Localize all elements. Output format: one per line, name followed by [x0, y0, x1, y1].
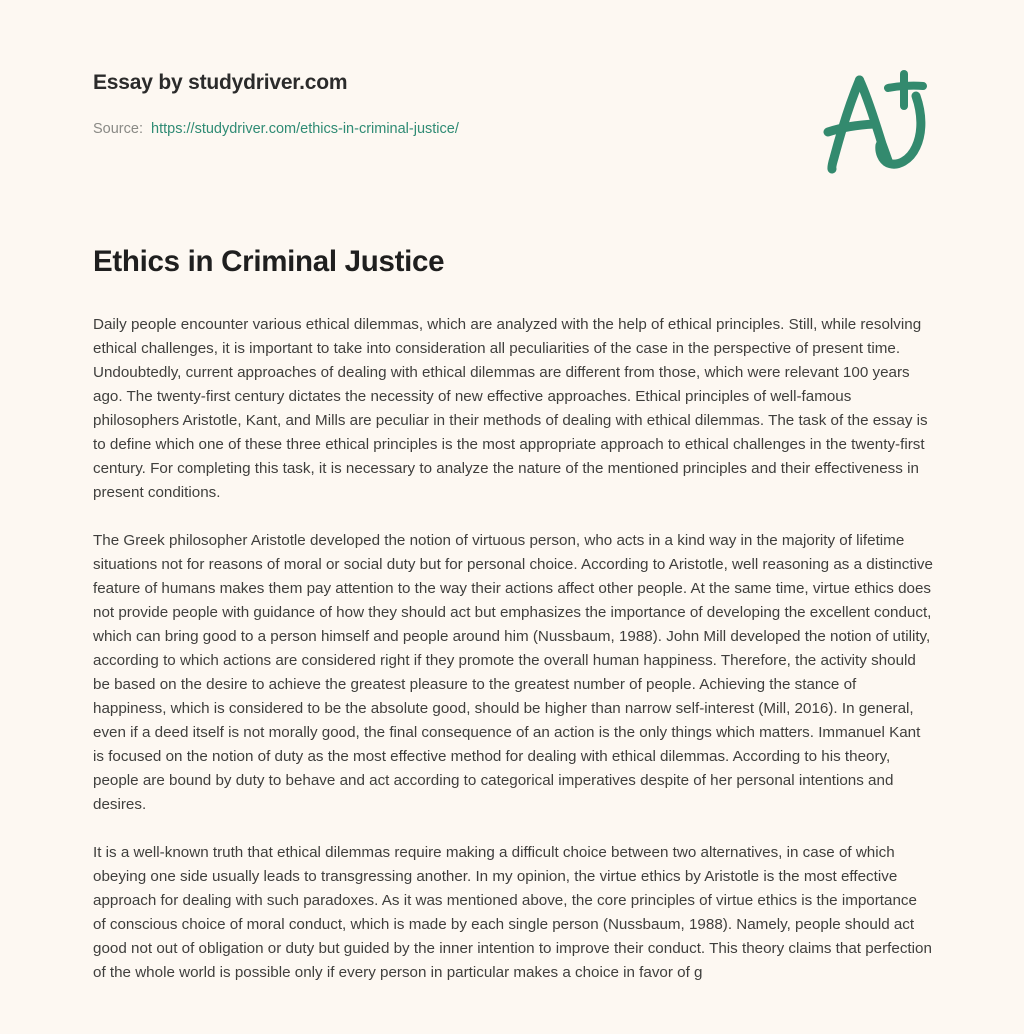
article-body: [93, 313, 933, 985]
a-plus-logo-icon: [812, 66, 937, 178]
paragraph: The Greek philosopher Aristotle developed the notion of virtuous person, who acts in a kind way in the majority of lifetime situations not for reasons of moral or social duty but for personal choice. According to Aristotle, well reasoning as a distinctive feature of humans makes them pay attention to the way their actions affect other people. At the same time, virtue ethics does not provide people with guidance of how they should act but emphasizes the importance of developing the excellent conduct, which can bring good to a person himself and people around him (Nussbaum, 1988). John Mill developed the notion of utility, according to which actions are considered right if they promote the overall human happiness. Therefore, the activity should be based on the desire to achieve the greatest pleasure to the greatest number of people. Achieving the stance of happiness, which is considered to be the absolute good, should be higher than narrow self-interest (Mill, 2016). In general, even if a deed itself is not morally good, the final consequence of an action is the only things which matters. Immanuel Kant is focused on the notion of duty as the most effective method for dealing with ethical dilemmas. According to his theory, people are bound by duty to behave and act according to categorical imperatives despite of her personal intentions and desires.: [93, 532, 933, 813]
a-plus-logo: [812, 66, 937, 178]
source-url-link[interactable]: https://studydriver.com/ethics-in-criminal-justice/: [151, 121, 459, 137]
paragraph: It is a well-known truth that ethical dilemmas require making a difficult choice between two alternatives, in case of which obeying one side usually leads to transgressing another. In my opinion, the virtue ethics by Aristotle is the most effective approach for dealing with such paradoxes. As it was mentioned above, the core principles of virtue ethics is the importance of conscious choice of moral conduct, which is made by each single person (Nussbaum, 1988). Namely, people should act good not out of obligation or duty but guided by the inner intention to improve their conduct. This theory claims that perfection of the whole world is possible only if every person in particular makes a choice in favor of g: [93, 844, 932, 981]
source-label: Source:: [93, 121, 143, 137]
page-header: [0, 0, 1024, 200]
source-line: [93, 121, 459, 137]
byline: Essay by studydriver.com: [93, 71, 348, 94]
paragraph: Daily people encounter various ethical dilemmas, which are analyzed with the help of ethical principles. Still, while resolving ethical challenges, it is important to take into consideration all peculiarities of the case in the perspective of present time. Undoubtedly, current approaches of dealing with ethical dilemmas are different from those, which were relevant 100 years ago. The twenty-first century dictates the necessity of new effective approaches. Ethical principles of well-famous philosophers Aristotle, Kant, and Mills are peculiar in their methods of dealing with ethical dilemmas. The task of the essay is to define which one of these three ethical principles is the most appropriate approach to ethical challenges in the twenty-first century. For completing this task, it is necessary to analyze the nature of the mentioned principles and their effectiveness in present conditions.: [93, 316, 928, 501]
article: [93, 243, 933, 985]
page-title: Ethics in Criminal Justice: [93, 245, 445, 278]
